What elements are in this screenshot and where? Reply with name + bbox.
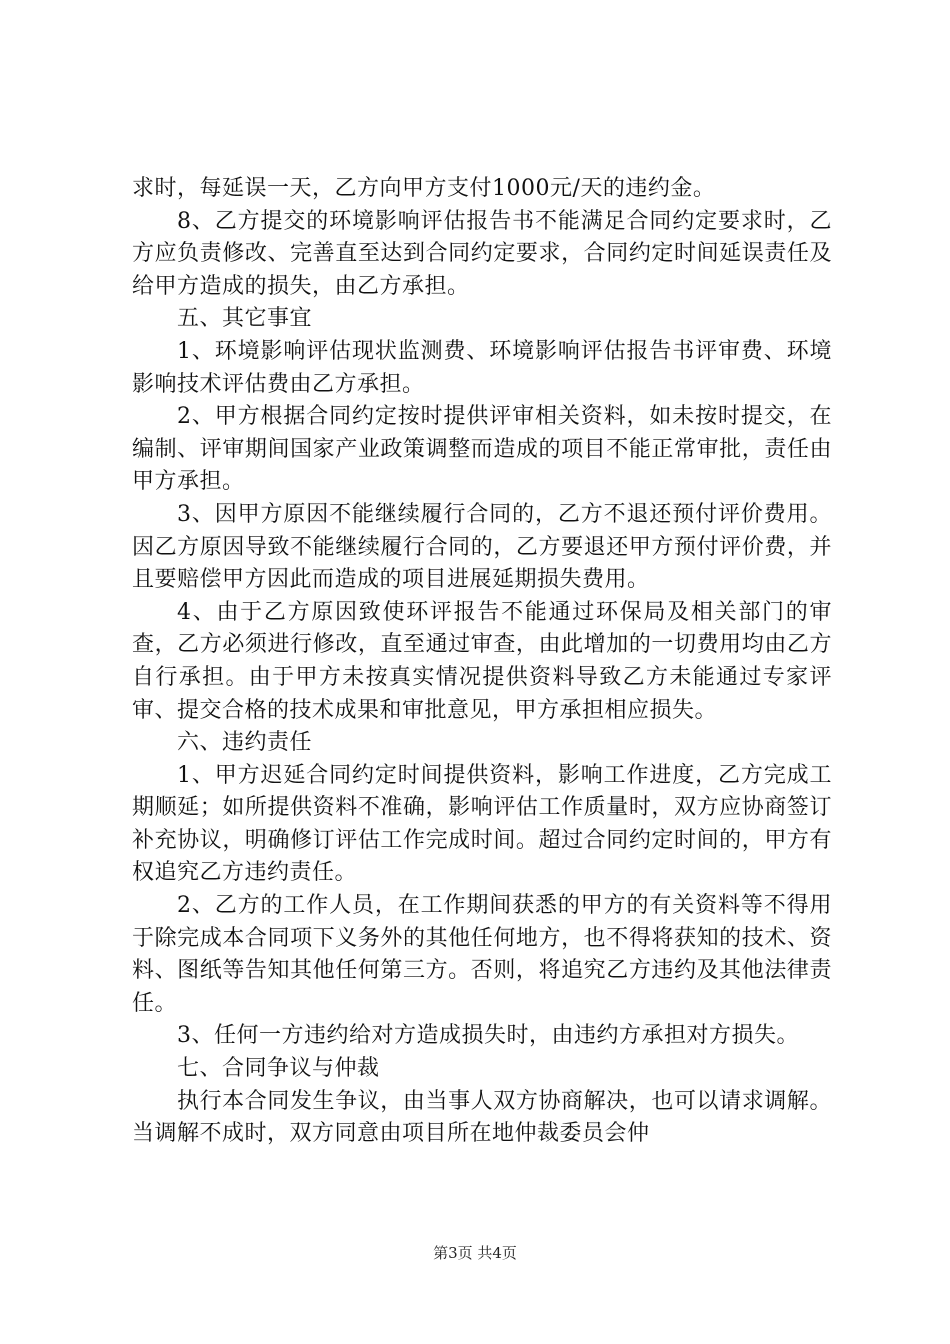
- paragraph-clause-6-3: 3、任何一方违约给对方造成损失时，由违约方承担对方损失。: [177, 1023, 799, 1049]
- section-heading-7: 七、合同争议与仲裁: [177, 1056, 380, 1082]
- page-footer: 第3页 共4页: [433, 1244, 517, 1262]
- paragraph-clause-6-2: 2、乙方的工作人员，在工作期间获悉的甲方的有关资料等不得用于除完成本合同项下义务外的其他任何地方，也不得将获知的技术、资料、图纸等告知其他任何第三方。否则，将追究乙方违约及其他法律责任。: [132, 893, 832, 1016]
- paragraph-clause-5-3: 3、因甲方原因不能继续履行合同的，乙方不退还预付评价费用。因乙方原因导致不能继续履行合同的，乙方要退还甲方预付评价费，并且要赔偿甲方因此而造成的项目进展延期损失费用。: [132, 501, 832, 593]
- paragraph-clause-5-2: 2、甲方根据合同约定按时提供评审相关资料，如未按时提交，在编制、评审期间国家产业政策调整而造成的项目不能正常审批，责任由甲方承担。: [132, 404, 832, 495]
- paragraph-clause-5-4: 4、由于乙方原因致使环评报告不能通过环保局及相关部门的审查，乙方必须进行修改，直至通过审查，由此增加的一切费用均由乙方自行承担。由于甲方未按真实情况提供资料导致乙方未能通过专家评审、提交合格的技术成果和审批意见，甲方承担相应损失。: [132, 599, 832, 723]
- paragraph-clause-4-8: 8、乙方提交的环境影响评估报告书不能满足合同约定要求时，乙方应负责修改、完善直至达到合同约定要求，合同约定时间延误责任及给甲方造成的损失，由乙方承担。: [132, 208, 832, 299]
- section-heading-6: 六、违约责任: [177, 730, 313, 756]
- document-body: [132, 173, 832, 1151]
- paragraph-clause-5-1: 1、环境影响评估现状监测费、环境影响评估报告书评审费、环境影响技术评估费由乙方承担。: [132, 338, 832, 397]
- paragraph-clause-6-1: 1、甲方迟延合同约定时间提供资料，影响工作进度，乙方完成工期顺延；如所提供资料不准确，影响评估工作质量时，双方应协商签订补充协议，明确修订评估工作完成时间。超过合同约定时间的，甲方有权追究乙方违约责任。: [132, 762, 832, 886]
- paragraph-continuation: 求时，每延误一天，乙方向甲方支付1000元/天的违约金。: [132, 176, 716, 201]
- section-heading-5: 五、其它事宜: [177, 306, 313, 332]
- paragraph-clause-7-body: 执行本合同发生争议，由当事人双方协商解决，也可以请求调解。当调解不成时，双方同意由项目所在地仲裁委员会仲: [132, 1088, 832, 1147]
